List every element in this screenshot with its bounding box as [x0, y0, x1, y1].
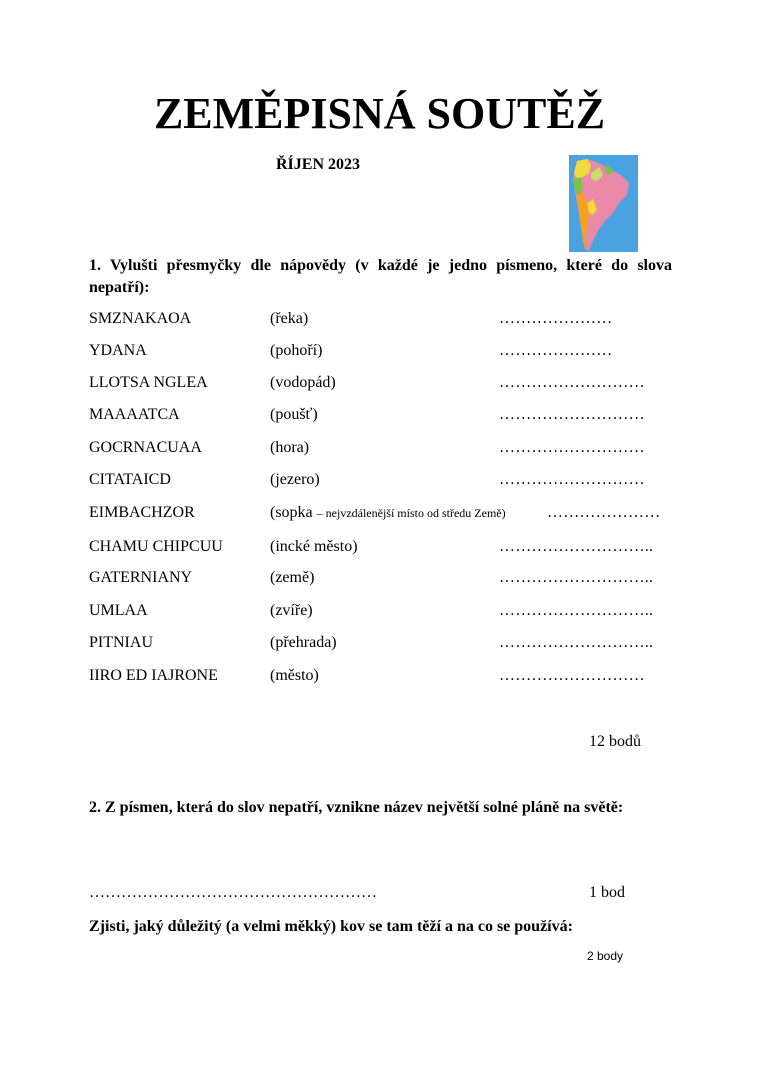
task3-points: 2 body	[587, 949, 624, 963]
list-item	[89, 374, 689, 398]
task2-answer-blank[interactable]: ………………………………………………	[89, 884, 377, 901]
anagram-word: MAAAATCA	[89, 406, 180, 423]
anagram-hint: (poušť)	[270, 406, 318, 423]
anagram-word: LLOTSA NGLEA	[89, 374, 208, 391]
anagram-word: PITNIAU	[89, 634, 153, 651]
answer-blank[interactable]: ………………………	[499, 439, 645, 456]
answer-blank[interactable]: ………………………	[499, 374, 645, 391]
list-item	[89, 471, 689, 495]
task3-heading: Zjisti, jaký důležitý (a velmi měkký) kov se tam těží a na co se používá:	[89, 918, 573, 935]
task1-points: 12 bodů	[589, 733, 641, 750]
answer-blank[interactable]: ………………………	[499, 471, 645, 488]
list-item	[89, 602, 689, 626]
list-item	[89, 538, 689, 562]
list-item	[89, 634, 689, 658]
list-item	[89, 342, 689, 366]
anagram-hint: (pohoří)	[270, 342, 323, 359]
anagram-hint: (incké město)	[270, 538, 358, 555]
task2-heading: 2. Z písmen, která do slov nepatří, vznikne název největší solné pláně na světě:	[89, 799, 624, 816]
hint-main: (sopka	[270, 504, 317, 521]
answer-blank[interactable]: ………………………..	[499, 569, 654, 586]
task1-heading: 1. Vylušti přesmyčky dle nápovědy (v každé je jedno písmeno, které do slova nepatří):	[89, 257, 672, 296]
hint-small: – nejvzdálenější místo od středu Země)	[316, 506, 506, 520]
answer-blank[interactable]: ………………………..	[499, 602, 654, 619]
list-item	[89, 667, 689, 691]
page-title: ZEMĚPISNÁ SOUTĚŽ	[153, 89, 606, 138]
anagram-hint: (jezero)	[270, 471, 320, 488]
list-item	[89, 569, 689, 593]
anagram-word: YDANA	[89, 342, 147, 359]
anagram-hint: (země)	[270, 569, 315, 586]
answer-blank[interactable]: ………………………..	[499, 634, 654, 651]
anagram-word: SMZNAKAOA	[89, 310, 192, 327]
anagram-hint: (město)	[270, 667, 319, 684]
answer-blank[interactable]: ………………………..	[499, 538, 654, 555]
list-item	[89, 504, 689, 528]
anagram-hint: (řeka)	[270, 310, 309, 327]
date-label: ŘÍJEN 2023	[276, 156, 361, 173]
anagram-hint: (vodopád)	[270, 374, 336, 391]
anagram-word: CHAMU CHIPCUU	[89, 538, 223, 555]
answer-blank[interactable]: ………………………	[499, 667, 645, 684]
south-america-map-image	[569, 155, 638, 252]
answer-blank[interactable]: …………………	[499, 310, 613, 327]
answer-blank[interactable]: ………………………	[499, 406, 645, 423]
list-item	[89, 310, 689, 334]
anagram-word: GOCRNACUAA	[89, 439, 202, 456]
anagram-word: EIMBACHZOR	[89, 504, 195, 521]
answer-blank[interactable]: …………………	[499, 342, 613, 359]
anagram-word: CITATAICD	[89, 471, 171, 488]
list-item	[89, 406, 689, 430]
anagram-hint	[270, 504, 506, 522]
anagram-hint: (hora)	[270, 439, 310, 456]
anagram-hint: (zvíře)	[270, 602, 313, 619]
anagram-word: GATERNIANY	[89, 569, 193, 586]
anagram-word: UMLAA	[89, 602, 148, 619]
answer-blank[interactable]: …………………	[547, 504, 661, 521]
task2-points: 1 bod	[589, 884, 625, 901]
list-item	[89, 439, 689, 463]
anagram-word: IIRO ED IAJRONE	[89, 667, 218, 684]
anagram-hint: (přehrada)	[270, 634, 337, 651]
